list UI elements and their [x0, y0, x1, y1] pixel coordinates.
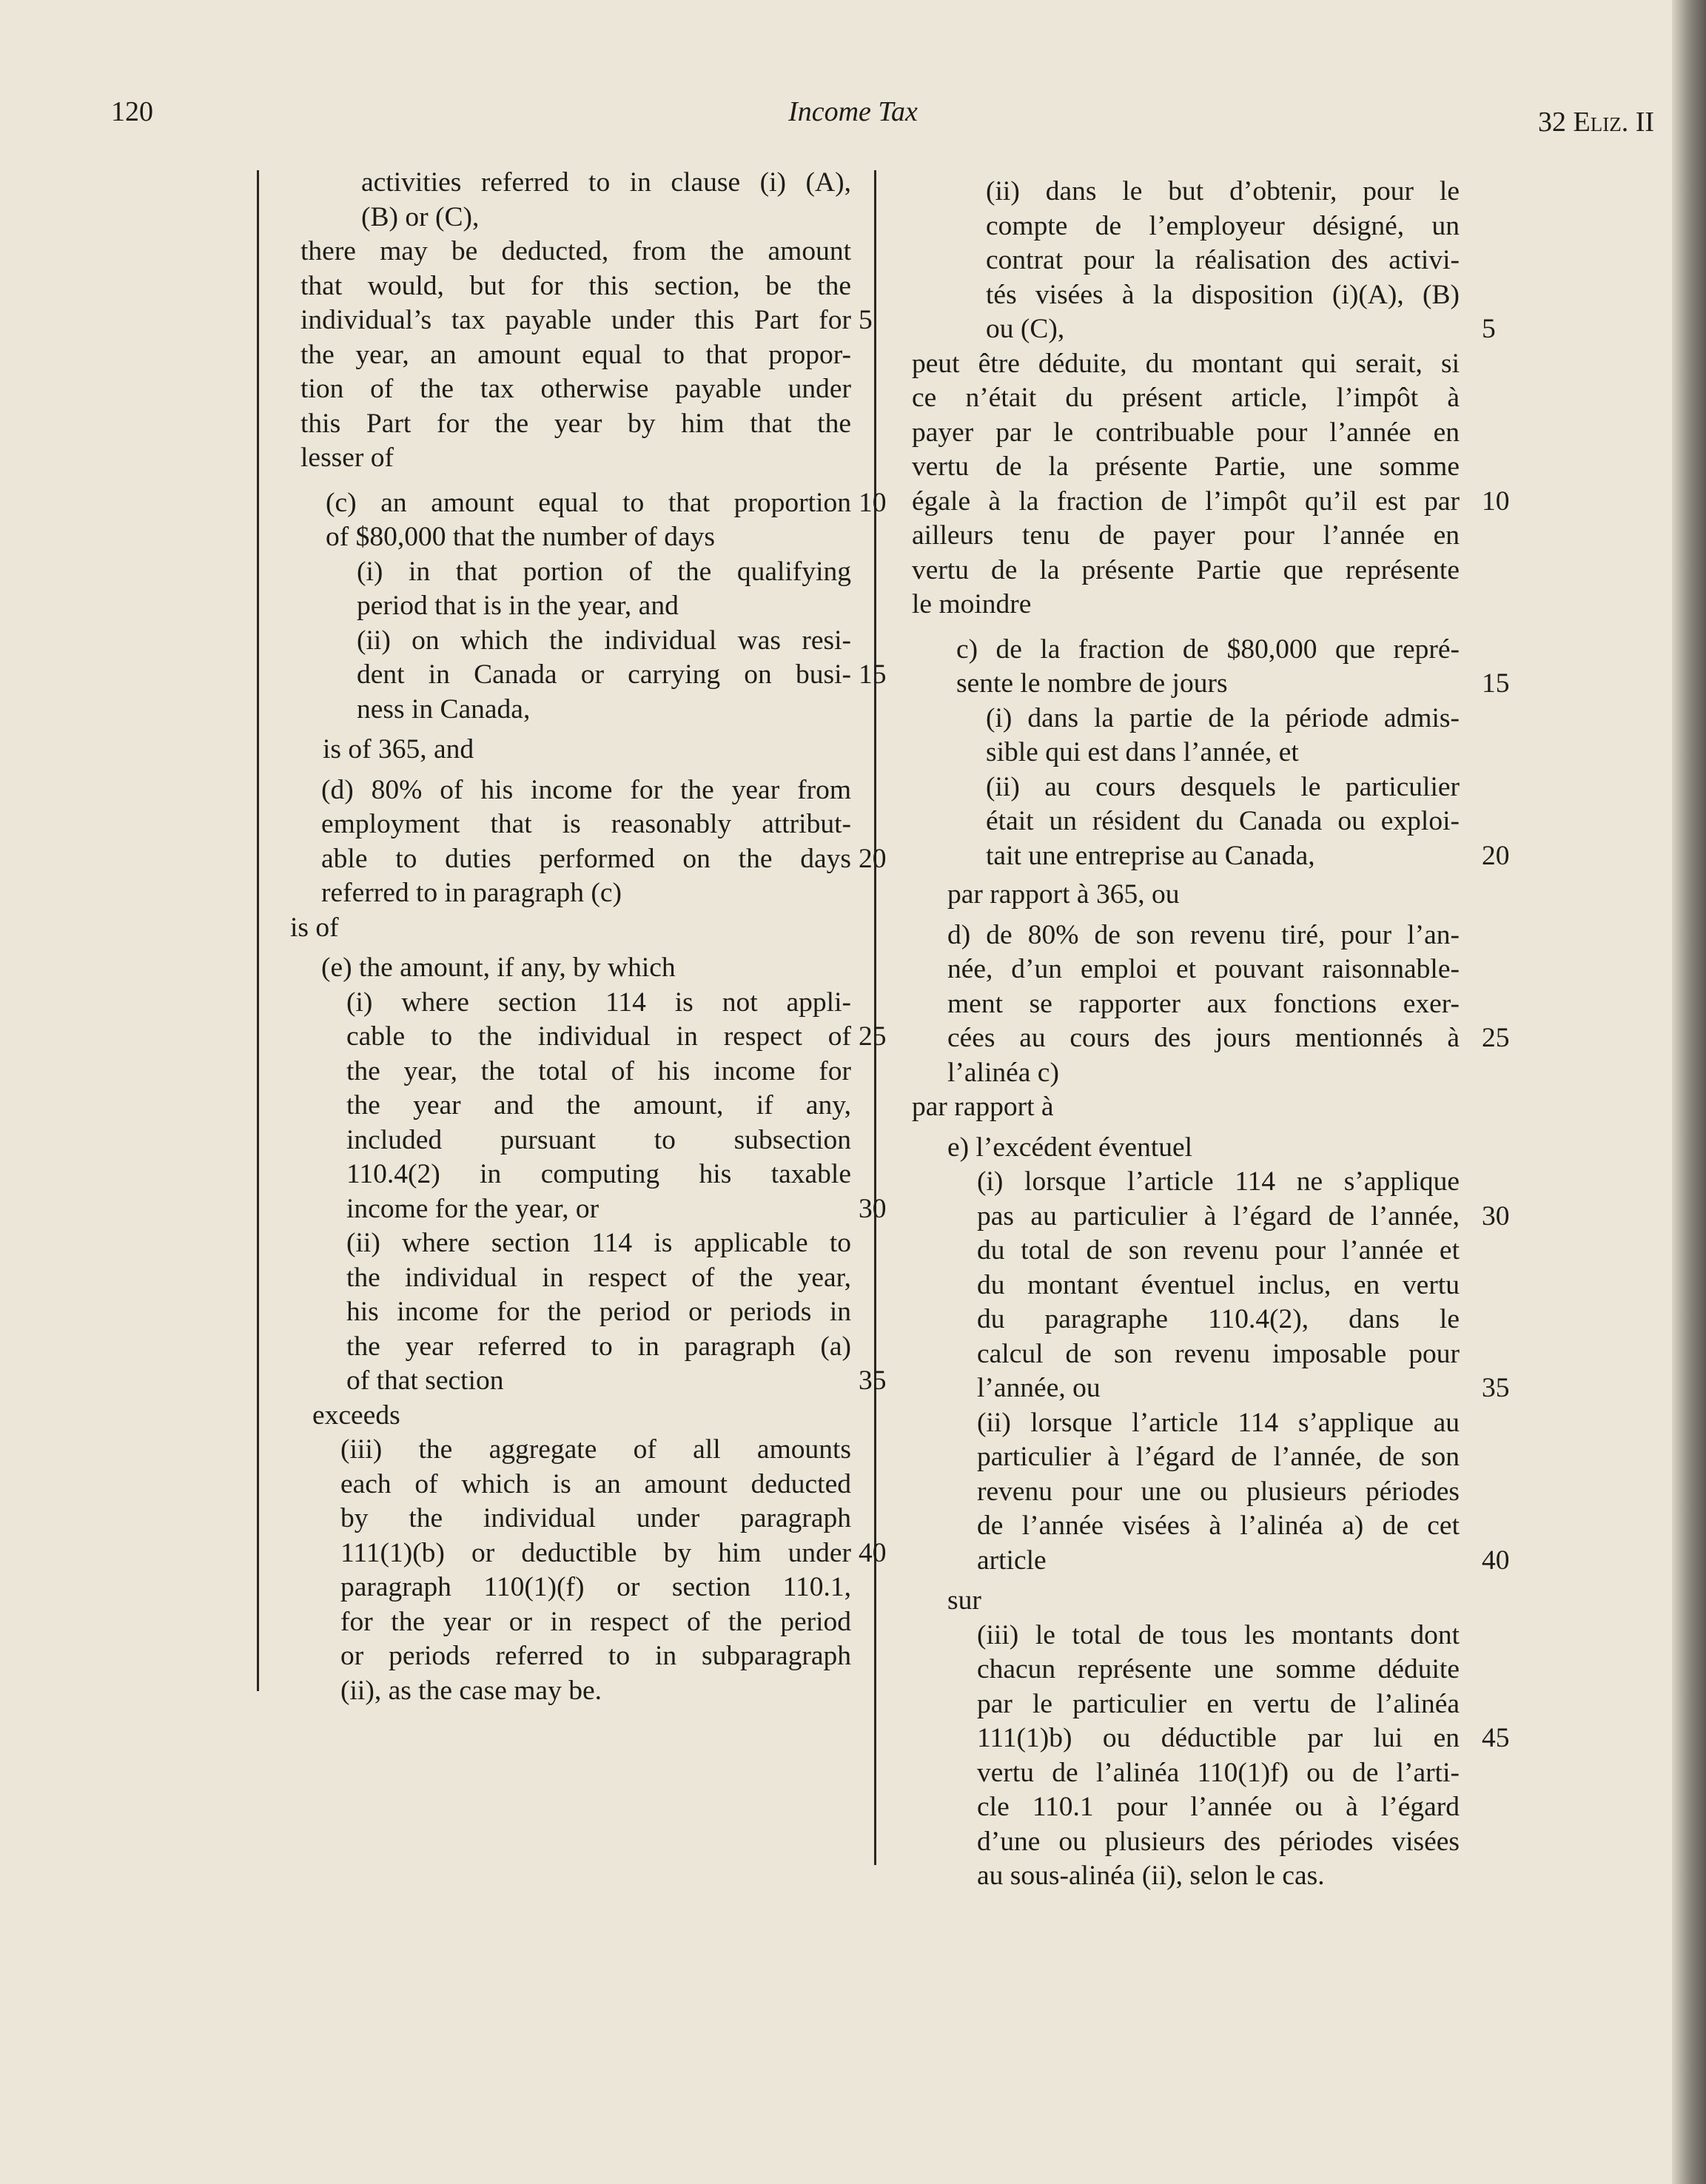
fr-paragraph	[912, 1131, 1548, 1166]
line-text: par le particulier en vertu de l’alinéa	[977, 1688, 1460, 1719]
fr-paragraph	[912, 918, 1548, 1091]
en-text-line	[340, 1570, 851, 1605]
line-text: 110.4(2) in computing his taxable	[346, 1159, 851, 1189]
fr-text-line	[977, 1859, 1460, 1894]
fr-text-line	[977, 1509, 1460, 1544]
line-text: d’une ou plusieurs des périodes visées	[977, 1826, 1460, 1857]
line-number: 5	[859, 305, 873, 335]
fr-text-line	[977, 1371, 1510, 1406]
left-margin-rule	[257, 170, 259, 1691]
line-text: par rapport à	[912, 1092, 1054, 1122]
fr-text-line	[912, 554, 1460, 588]
line-text: referred to in paragraph (c)	[321, 878, 622, 908]
page-number: 120	[111, 96, 153, 127]
en-text-line	[340, 1605, 851, 1640]
en-text-line	[340, 1536, 887, 1571]
line-text: the year referred to in paragraph (a)	[346, 1331, 851, 1362]
fr-text-line	[977, 1234, 1460, 1269]
line-number: 10	[859, 487, 887, 518]
line-number: 20	[859, 843, 887, 874]
fr-text-line	[947, 1584, 1460, 1619]
line-number: 30	[1482, 1200, 1510, 1232]
fr-text-line	[986, 736, 1460, 770]
line-text: cées au cours des jours mentionnés à	[947, 1023, 1460, 1053]
en-paragraph	[266, 1399, 873, 1434]
line-text: du montant éventuel inclus, en vertu	[977, 1269, 1460, 1300]
line-text: exceeds	[312, 1400, 400, 1431]
line-text: able to duties performed on the days	[321, 843, 851, 874]
line-text: tés visées à la disposition (i)(A), (B)	[986, 279, 1460, 310]
fr-text-line	[947, 1056, 1460, 1091]
fr-text-line	[977, 1721, 1510, 1756]
fr-text-line	[947, 952, 1460, 987]
en-text-line	[357, 624, 851, 659]
en-text-line	[290, 911, 851, 946]
line-number: 25	[859, 1021, 887, 1052]
fr-paragraph	[912, 1090, 1548, 1125]
line-number: 20	[1482, 840, 1510, 871]
line-text: ness in Canada,	[357, 693, 531, 725]
fr-text-line	[977, 1165, 1460, 1200]
fr-text-line	[986, 243, 1460, 278]
en-text-line	[346, 986, 851, 1021]
line-text: au sous-alinéa (ii), selon le cas.	[977, 1861, 1325, 1891]
line-text: (ii), as the case may be.	[340, 1675, 602, 1706]
en-text-line	[346, 1330, 851, 1365]
en-paragraph	[266, 166, 873, 235]
line-text: égale à la fraction de l’impôt qu’il est par	[912, 485, 1460, 517]
fr-text-line	[912, 519, 1460, 554]
fr-text-line	[947, 878, 1460, 913]
en-text-line	[357, 555, 851, 590]
line-text: contrat pour la réalisation des activi-	[986, 245, 1460, 275]
en-paragraph	[266, 555, 887, 728]
line-text: l’alinéa c)	[947, 1057, 1059, 1088]
fr-text-line	[977, 1619, 1460, 1653]
line-text: revenu pour une ou plusieurs périodes	[977, 1476, 1460, 1507]
line-number: 5	[1482, 314, 1496, 344]
line-text: of $80,000 that the number of days	[326, 522, 715, 552]
en-text-line	[346, 1055, 851, 1089]
en-text-line	[321, 807, 851, 842]
line-text: l’année, ou	[977, 1373, 1101, 1403]
line-text: is of	[290, 912, 339, 943]
line-text: employment that is reasonably attribut-	[321, 809, 851, 839]
line-text: ailleurs tenu de payer pour l’année en	[912, 520, 1460, 551]
line-number: 30	[859, 1193, 887, 1224]
en-text-line	[300, 338, 851, 373]
line-text: ment se rapporter aux fonctions exer-	[947, 988, 1460, 1019]
en-text-line	[340, 1433, 851, 1468]
fr-text-line	[977, 1269, 1460, 1303]
en-text-line	[300, 407, 851, 442]
line-text: (i) lorsque l’article 114 ne s’applique	[977, 1166, 1460, 1197]
en-text-line	[340, 1468, 851, 1502]
en-paragraph	[266, 733, 873, 767]
line-text: (ii) lorsque l’article 114 s’applique au	[977, 1407, 1460, 1438]
fr-text-line	[977, 1790, 1460, 1825]
en-paragraph	[266, 486, 887, 555]
fr-text-line	[956, 667, 1510, 702]
line-text: (ii) au cours desquels le particulier	[986, 771, 1460, 802]
fr-paragraph	[912, 878, 1548, 913]
line-number: 25	[1482, 1023, 1510, 1053]
line-text: vertu de la présente Partie que représente	[912, 554, 1460, 585]
line-text: cable to the individual in respect of	[346, 1021, 851, 1052]
line-text: (i) where section 114 is not appli-	[346, 987, 851, 1018]
fr-text-line	[986, 209, 1460, 244]
en-text-line	[326, 486, 887, 521]
line-text: article	[977, 1545, 1047, 1576]
fr-text-line	[912, 1090, 1460, 1125]
line-text: or periods referred to in subparagraph	[340, 1641, 851, 1671]
fr-text-line	[912, 381, 1460, 416]
fr-paragraph	[912, 702, 1548, 874]
line-text: payer par le contribuable pour l’année en	[912, 417, 1460, 448]
fr-text-line	[986, 175, 1460, 209]
en-paragraph	[266, 911, 873, 946]
en-text-line	[321, 876, 851, 911]
line-text: activities referred to in clause (i) (A),	[361, 167, 851, 198]
en-paragraph	[266, 235, 873, 476]
line-text: (i) in that portion of the qualifying	[357, 556, 851, 587]
fr-paragraph	[912, 1165, 1548, 1578]
en-text-line	[326, 520, 851, 555]
line-text: by the individual under paragraph	[340, 1503, 851, 1533]
en-text-line	[300, 441, 851, 476]
line-text: vertu de la présente Partie, une somme	[912, 451, 1460, 482]
line-text: pas au particulier à l’égard de l’année,	[977, 1200, 1460, 1232]
line-text: chacun représente une somme déduite	[977, 1654, 1460, 1684]
fr-text-line	[947, 918, 1460, 953]
fr-text-line	[986, 278, 1460, 313]
fr-text-line	[977, 1687, 1460, 1722]
column-divider-rule	[874, 170, 876, 1865]
line-text: individual’s tax payable under this Part for	[300, 305, 851, 335]
fr-paragraph	[912, 1584, 1548, 1619]
line-text: sur	[947, 1585, 981, 1616]
fr-text-line	[977, 1440, 1460, 1475]
line-text: e) l’excédent éventuel	[947, 1132, 1193, 1163]
en-text-line	[346, 1295, 851, 1330]
fr-text-line	[947, 987, 1460, 1022]
fr-text-line	[977, 1337, 1460, 1372]
en-text-line	[346, 1123, 851, 1158]
fr-text-line	[986, 804, 1460, 839]
page-edge-shadow	[1672, 0, 1706, 2184]
line-text: était un résident du Canada ou exploi-	[986, 806, 1460, 836]
line-text: du paragraphe 110.4(2), dans le	[977, 1304, 1460, 1334]
line-text: (ii) on which the individual was resi-	[357, 625, 851, 656]
line-text: sente le nombre de jours	[956, 668, 1228, 699]
line-text: calcul de son revenu imposable pour	[977, 1338, 1460, 1369]
line-number: 15	[859, 659, 887, 690]
fr-text-line	[947, 1021, 1510, 1056]
line-text: compte de l’employeur désigné, un	[986, 210, 1460, 241]
en-text-line	[321, 773, 851, 808]
en-text-line	[346, 1089, 851, 1123]
line-text: 111(1)b) ou déductible par lui en	[977, 1723, 1460, 1753]
en-text-line	[361, 166, 851, 201]
line-text: d) de 80% de son revenu tiré, pour l’an-	[947, 919, 1460, 950]
fr-paragraph	[912, 1619, 1548, 1894]
en-text-line	[357, 693, 851, 728]
fr-text-line	[977, 1544, 1510, 1579]
line-text: le moindre	[912, 589, 1032, 619]
line-text: 111(1)(b) or deductible by him under	[340, 1537, 851, 1568]
regnal-year: 32 Eliz. II	[1538, 107, 1655, 138]
line-number: 40	[859, 1537, 887, 1568]
en-text-line	[321, 842, 887, 877]
line-text: tion of the tax otherwise payable under	[300, 374, 851, 404]
en-text-line	[357, 658, 887, 693]
line-text: tait une entreprise au Canada,	[986, 840, 1315, 871]
fr-text-line	[986, 702, 1460, 736]
en-text-line	[300, 235, 851, 269]
fr-text-line	[912, 450, 1460, 485]
line-text: period that is in the year, and	[357, 591, 679, 621]
en-text-line	[321, 951, 851, 986]
en-text-line	[346, 1157, 851, 1192]
fr-text-line	[912, 485, 1510, 520]
en-text-line	[357, 589, 851, 624]
fr-text-line	[977, 1653, 1460, 1687]
line-text: (ii) where section 114 is applicable to	[346, 1228, 851, 1258]
en-text-line	[323, 733, 851, 767]
fr-text-line	[912, 416, 1460, 451]
line-text: (B) or (C),	[361, 201, 480, 232]
line-text: income for the year, or	[346, 1193, 600, 1224]
en-text-line	[346, 1364, 887, 1399]
en-text-line	[346, 1226, 851, 1261]
en-text-line	[312, 1399, 851, 1434]
line-text: de l’année visées à l’alinéa a) de cet	[977, 1511, 1460, 1541]
en-text-line	[346, 1261, 851, 1296]
en-paragraph	[266, 773, 887, 911]
line-text: (iii) le total de tous les montants dont	[977, 1619, 1460, 1650]
line-text: du total de son revenu pour l’année et	[977, 1235, 1460, 1266]
line-text: c) de la fraction de $80,000 que repré-	[956, 634, 1460, 665]
line-text: par rapport à 365, ou	[947, 879, 1180, 910]
line-text: for the year or in respect of the period	[340, 1606, 851, 1637]
line-text: dent in Canada or carrying on busi-	[357, 659, 851, 690]
en-text-line	[361, 201, 851, 235]
fr-text-line	[977, 1756, 1460, 1791]
line-text: the individual in respect of the year,	[346, 1262, 851, 1293]
line-text: the year, the total of his income for	[346, 1055, 851, 1086]
line-text: cle 110.1 pour l’année ou à l’égard	[977, 1792, 1460, 1822]
english-column	[266, 166, 887, 1708]
en-text-line	[340, 1674, 851, 1709]
line-text: each of which is an amount deducted	[340, 1468, 851, 1499]
line-number: 15	[1482, 668, 1510, 699]
fr-text-line	[977, 1200, 1510, 1234]
line-number: 35	[1482, 1373, 1510, 1403]
line-text: peut être déduite, du montant qui serait, si	[912, 348, 1460, 379]
fr-text-line	[986, 312, 1496, 347]
fr-text-line	[956, 633, 1460, 668]
fr-text-line	[977, 1475, 1460, 1510]
line-text: lesser of	[300, 443, 394, 473]
line-text: is of 365, and	[323, 734, 474, 765]
line-text: the year and the amount, if any,	[346, 1090, 851, 1120]
french-column	[912, 175, 1548, 1894]
line-number: 45	[1482, 1723, 1510, 1753]
en-paragraph	[266, 951, 873, 986]
line-text: (e) the amount, if any, by which	[321, 952, 676, 983]
line-text: ou (C),	[986, 314, 1065, 344]
running-title: Income Tax	[788, 96, 918, 127]
line-text: sible qui est dans l’année, et	[986, 737, 1299, 767]
fr-paragraph	[912, 633, 1548, 702]
line-text: the year, an amount equal to that propor-	[300, 339, 851, 370]
line-text: there may be deducted, from the amount	[300, 236, 851, 266]
line-text: of that section	[346, 1365, 504, 1396]
line-text: (c) an amount equal to that proportion	[326, 487, 851, 518]
fr-text-line	[986, 839, 1510, 874]
en-paragraph	[266, 1433, 887, 1708]
fr-text-line	[912, 588, 1460, 622]
line-text: that would, but for this section, be the	[300, 270, 851, 301]
fr-paragraph	[912, 347, 1548, 622]
en-paragraph	[266, 986, 887, 1399]
line-text: vertu de l’alinéa 110(1)f) ou de l’arti-	[977, 1757, 1460, 1788]
line-number: 35	[859, 1365, 887, 1396]
line-text: (d) 80% of his income for the year from	[321, 774, 851, 805]
line-text: ce n’était du présent article, l’impôt à	[912, 383, 1460, 413]
fr-text-line	[912, 347, 1460, 382]
en-text-line	[340, 1502, 851, 1536]
fr-text-line	[977, 1406, 1460, 1441]
line-number: 10	[1482, 485, 1510, 517]
line-number: 40	[1482, 1545, 1510, 1576]
en-text-line	[346, 1020, 887, 1055]
line-text: this Part for the year by him that the	[300, 408, 851, 439]
line-text: (iii) the aggregate of all amounts	[340, 1434, 851, 1465]
line-text: included pursuant to subsection	[346, 1124, 851, 1155]
line-text: his income for the period or periods in	[346, 1297, 851, 1327]
line-text: paragraph 110(1)(f) or section 110.1,	[340, 1572, 851, 1602]
fr-text-line	[977, 1825, 1460, 1860]
fr-paragraph	[912, 175, 1548, 347]
line-text: (ii) dans le but d’obtenir, pour le	[986, 176, 1460, 206]
fr-text-line	[947, 1131, 1460, 1166]
line-text: (i) dans la partie de la période admis-	[986, 702, 1460, 733]
en-text-line	[300, 269, 851, 304]
fr-text-line	[986, 770, 1460, 805]
en-text-line	[300, 303, 873, 338]
en-text-line	[346, 1192, 887, 1227]
en-text-line	[300, 372, 851, 407]
line-text: née, d’un emploi et pouvant raisonnable-	[947, 954, 1460, 984]
fr-text-line	[977, 1303, 1460, 1337]
line-text: particulier à l’égard de l’année, de son	[977, 1442, 1460, 1472]
en-text-line	[340, 1639, 851, 1674]
